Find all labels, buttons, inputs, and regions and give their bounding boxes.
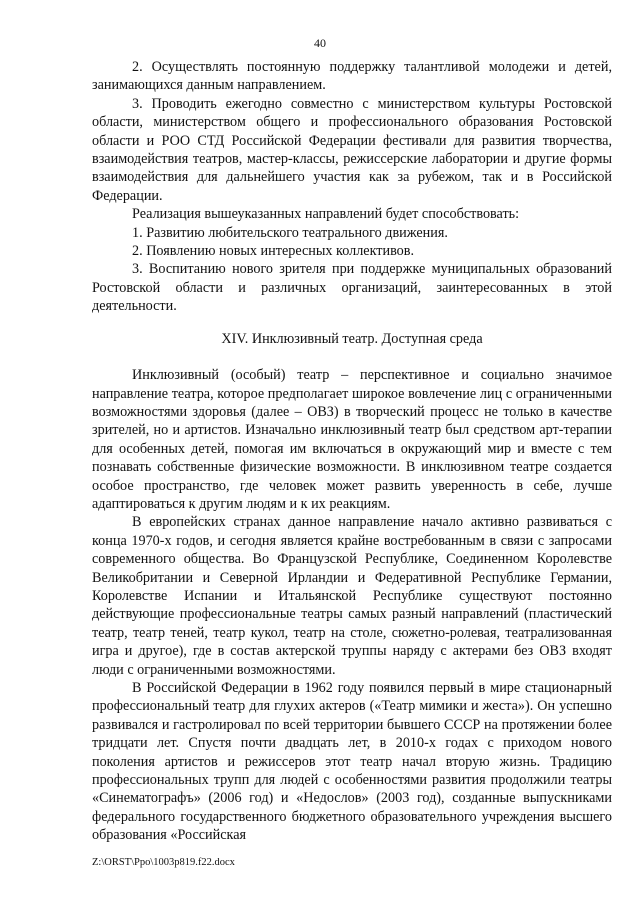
- list-item-amateur-theatre: 1. Развитию любительского театрального движения.: [132, 224, 448, 241]
- paragraph-european-countries: В европейских странах данное направление начало активно развиваться с конца 1970-х годов, и сегодня является крайне востребованным в связи с запросами современного общества. Во Французской Республике, Соединенном Королевстве Великобритании и Северной Ирландии и Федеративной Республике Германии, Королевстве Испании и Итальянской Республике существуют постоянно действующие профессиональные театры самых разный направлений (пластический театр, театр теней, театр кукол, театр на столе, сюжетно-ролевая, театрализованная игра и другое), где в состав актерской труппы наряду с актерами без ОВЗ входят люди с ограниченными возможностями.: [92, 514, 612, 678]
- paragraph-festivals: 3. Проводить ежегодно совместно с министерством культуры Ростовской области, министерством общего и профессионального образования Ростовской области и РОО СТД Российской Федерации фестивали для развития творчества, взаимодействия театров, мастер-классы, режиссерские лаборатории и другие формы взаимодействия для дальнейшего участия как за рубежом, так и в Российской Федерации.: [92, 95, 612, 204]
- list-item-new-collectives: 2. Появлению новых интересных коллективов.: [132, 243, 415, 260]
- paragraph-implementation-intro: Реализация вышеуказанных направлений будет способствовать:: [132, 206, 520, 223]
- document-body: [92, 58, 612, 845]
- section-heading-inclusive-theatre: XIV. Инклюзивный театр. Доступная среда: [221, 330, 483, 347]
- page-number: 40: [314, 36, 326, 50]
- paragraph-russian-federation: В Российской Федерации в 1962 году появился первый в мире стационарный профессиональный театр для глухих актеров («Театр мимики и жеста»). Он успешно развивался и гастролировал по всей территории бывшего СССР на протяжении более тридцати лет. Спустя почти двадцать лет, в 2010-х годах с приходом нового поколения артистов и режиссеров этот театр начал вторую жизнь. Традицию профессиональных трупп для людей с особенностями развития продолжили театры «Синематографъ» (2006 год) и «Недослов» (2003 год), созданные выпускниками федерального государственного бюджетного образовательного учреждения высшего образования «Российская: [92, 680, 612, 844]
- paragraph-support-youth: 2. Осуществлять постоянную поддержку талантливой молодежи и детей, занимающихся данным направлением.: [92, 59, 612, 94]
- footer-file-path: Z:\ORST\Ppo\1003p819.f22.docx: [92, 857, 235, 868]
- list-item-new-audience: 3. Воспитанию нового зрителя при поддержке муниципальных образований Ростовской области и различных организаций, заинтересованных в этой деятельности.: [92, 261, 612, 315]
- paragraph-inclusive-definition: Инклюзивный (особый) театр – перспективное и социально значимое направление театра, которое предполагает широкое вовлечение лиц с ограниченными возможностями здоровья (далее – ОВЗ) в творческий процесс не только в качестве зрителей, но и артистов. Изначально инклюзивный театр был средством арт-терапии для особенных детей, помогая им включаться в окружающий мир и вместе с тем познавать собственные физические возможности. В инклюзивном театре создается особое пространство, где человек может развить уверенность в себе, лучше адаптироваться к другим людям и к их реакциям.: [92, 367, 612, 512]
